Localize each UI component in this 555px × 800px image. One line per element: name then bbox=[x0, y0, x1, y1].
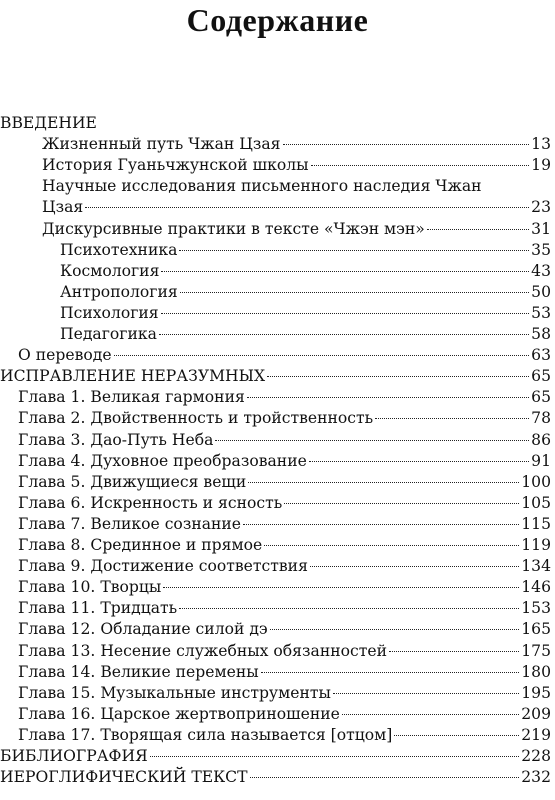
toc-entry-title: ИЕРОГЛИФИЧЕСКИЙ ТЕКСТ bbox=[0, 768, 248, 787]
toc-entry[interactable] bbox=[0, 745, 551, 767]
toc-leader-dots bbox=[375, 418, 529, 419]
toc-entry[interactable] bbox=[0, 112, 551, 134]
toc-entry-title: Научные исследования письменного наследия Чжан bbox=[42, 177, 482, 196]
toc-entry[interactable] bbox=[0, 386, 551, 408]
toc-entry[interactable] bbox=[0, 154, 551, 176]
toc-page-number: 65 bbox=[531, 388, 551, 407]
toc-leader-dots bbox=[243, 524, 519, 525]
toc-leader-dots bbox=[114, 355, 530, 356]
toc-entry-title: Педагогика bbox=[60, 325, 157, 343]
toc-page-number: 119 bbox=[521, 536, 551, 554]
toc-leader-dots bbox=[163, 587, 519, 588]
toc-leader-dots bbox=[250, 777, 520, 778]
toc-entry[interactable] bbox=[0, 661, 551, 683]
toc-entry[interactable] bbox=[0, 218, 551, 240]
toc-entry-title: Психология bbox=[60, 303, 159, 322]
toc-page-number: 180 bbox=[521, 662, 551, 681]
toc-entry-title: Антропология bbox=[60, 282, 178, 301]
toc-leader-dots bbox=[179, 250, 529, 251]
toc-page-number: 58 bbox=[531, 325, 551, 343]
toc-leader-dots bbox=[159, 334, 529, 335]
toc-page-number: 78 bbox=[531, 409, 551, 428]
toc-entry[interactable] bbox=[0, 555, 551, 577]
toc-entry-title: Глава 5. Движущиеся вещи bbox=[18, 472, 247, 491]
toc-leader-dots bbox=[427, 229, 529, 230]
toc-page-number: 134 bbox=[521, 557, 551, 576]
toc-entry-title: Глава 16. Царское жертвоприношение bbox=[18, 704, 340, 723]
toc-entry[interactable] bbox=[0, 429, 551, 451]
toc-entry-title: Жизненный путь Чжан Цзая bbox=[42, 135, 281, 154]
toc-leader-dots bbox=[180, 292, 529, 293]
toc-entry-title: Психотехника bbox=[60, 240, 178, 259]
toc-entry-title: Глава 2. Двойственность и тройственность bbox=[18, 409, 374, 428]
toc-entry[interactable] bbox=[0, 365, 551, 387]
toc-entry[interactable] bbox=[0, 492, 551, 514]
toc-entry[interactable] bbox=[0, 281, 551, 303]
toc-leader-dots bbox=[247, 397, 529, 398]
toc-entry-title: Глава 8. Срединное и прямое bbox=[18, 536, 263, 554]
toc-leader-dots bbox=[310, 566, 519, 567]
toc-page-number: 53 bbox=[531, 303, 551, 322]
toc-page-number: 153 bbox=[521, 599, 551, 618]
toc-entry-title: Глава 3. Дао-Путь Неба bbox=[18, 430, 214, 449]
toc-entry-title: Глава 17. Творящая сила называется [отцом] bbox=[18, 725, 393, 744]
toc-leader-dots bbox=[215, 440, 529, 441]
toc-entry-title: Цзая bbox=[42, 198, 84, 217]
toc-leader-dots bbox=[284, 503, 519, 504]
toc-entry-title: Глава 13. Несение служебных обязанностей bbox=[18, 641, 387, 660]
toc-leader-dots bbox=[161, 313, 530, 314]
toc-entry[interactable] bbox=[0, 239, 551, 261]
toc-leader-dots bbox=[309, 461, 529, 462]
toc-leader-dots bbox=[179, 608, 519, 609]
toc-leader-dots bbox=[267, 376, 529, 377]
toc-entry-title: Глава 15. Музыкальные инструменты bbox=[18, 683, 331, 702]
toc-entry[interactable] bbox=[0, 766, 551, 788]
toc-page-number: 65 bbox=[531, 367, 551, 386]
toc-entry[interactable] bbox=[0, 618, 551, 640]
toc-entry-title: Глава 4. Духовное преобразование bbox=[18, 451, 307, 470]
toc-entry[interactable] bbox=[0, 196, 551, 218]
toc-entry-title: БИБЛИОГРАФИЯ bbox=[0, 747, 148, 765]
toc-leader-dots bbox=[270, 629, 520, 630]
toc-entry[interactable] bbox=[0, 133, 551, 155]
toc-leader-dots bbox=[394, 735, 519, 736]
toc-page-number: 219 bbox=[521, 725, 551, 744]
toc-entry[interactable] bbox=[0, 576, 551, 598]
toc-page-number: 31 bbox=[531, 219, 551, 238]
toc-page-number: 86 bbox=[531, 430, 551, 449]
toc-entry[interactable] bbox=[0, 407, 551, 429]
toc-leader-dots bbox=[248, 482, 519, 483]
toc-entry[interactable] bbox=[0, 597, 551, 619]
toc-page-number: 115 bbox=[521, 514, 551, 533]
toc-leader-dots bbox=[283, 144, 530, 145]
toc-leader-dots bbox=[389, 651, 519, 652]
toc-leader-dots bbox=[311, 165, 530, 166]
toc-leader-dots bbox=[342, 714, 519, 715]
toc-page-number: 19 bbox=[531, 156, 551, 175]
toc-page-number: 23 bbox=[531, 198, 551, 217]
toc-entry[interactable] bbox=[0, 534, 551, 556]
toc-entry[interactable] bbox=[0, 302, 551, 324]
toc-page-number: 63 bbox=[531, 346, 551, 365]
toc-leader-dots bbox=[161, 271, 529, 272]
toc-entry-title: Глава 10. Творцы bbox=[18, 578, 162, 597]
toc-page-number: 232 bbox=[521, 768, 551, 787]
toc-entry-title: Глава 6. Искренность и ясность bbox=[18, 493, 283, 512]
page-title: Содержание bbox=[186, 2, 369, 38]
toc-page-number: 228 bbox=[521, 747, 551, 765]
toc-entry[interactable] bbox=[0, 323, 551, 345]
toc-page-number: 35 bbox=[531, 240, 551, 259]
toc-entry-title: Глава 14. Великие перемены bbox=[18, 662, 259, 681]
toc-entry[interactable] bbox=[0, 640, 551, 662]
toc-page-number: 13 bbox=[531, 135, 551, 154]
toc-entry-title: Дискурсивные практики в тексте «Чжэн мэн» bbox=[42, 219, 425, 238]
toc-page-number: 195 bbox=[521, 683, 551, 702]
toc-page-number: 43 bbox=[531, 261, 551, 280]
toc-entry[interactable] bbox=[0, 703, 551, 725]
toc-entry-title: Глава 12. Обладание силой дэ bbox=[18, 620, 268, 639]
toc-page-number: 165 bbox=[521, 620, 551, 639]
toc-entry-title: ВВЕДЕНИЕ bbox=[0, 114, 97, 132]
toc-entry-title: Глава 7. Великое сознание bbox=[18, 514, 242, 533]
toc-entry-title: Глава 1. Великая гармония bbox=[18, 388, 245, 407]
toc-entry[interactable] bbox=[0, 513, 551, 535]
toc-leader-dots bbox=[261, 672, 520, 673]
toc-leader-dots bbox=[264, 545, 519, 546]
toc-entry-title: ИСПРАВЛЕНИЕ НЕРАЗУМНЫХ bbox=[0, 367, 266, 386]
toc-entry[interactable] bbox=[0, 344, 551, 366]
toc-page-number: 91 bbox=[531, 451, 551, 470]
toc-entry[interactable] bbox=[0, 175, 551, 197]
toc-entry[interactable] bbox=[0, 450, 551, 472]
toc-page-number: 105 bbox=[521, 493, 551, 512]
toc-leader-dots bbox=[333, 693, 519, 694]
toc-entry-title: Глава 11. Тридцать bbox=[18, 599, 178, 618]
toc-leader-dots bbox=[85, 207, 529, 208]
toc-page-number: 50 bbox=[531, 282, 551, 301]
toc-entry[interactable] bbox=[0, 260, 551, 282]
toc-entry[interactable] bbox=[0, 724, 551, 746]
toc-entry-title: О переводе bbox=[18, 346, 112, 365]
toc-entry-title: Глава 9. Достижение соответствия bbox=[18, 557, 308, 576]
toc-entry-title: История Гуаньчжунской школы bbox=[42, 156, 309, 175]
toc-page-number: 146 bbox=[521, 578, 551, 597]
toc-page-number: 175 bbox=[521, 641, 551, 660]
toc-entry-title: Космология bbox=[60, 261, 160, 280]
toc-leader-dots bbox=[150, 756, 520, 757]
toc-entry[interactable] bbox=[0, 682, 551, 704]
toc-entry[interactable] bbox=[0, 471, 551, 493]
toc-page-number: 209 bbox=[521, 704, 551, 723]
toc-page-number: 100 bbox=[521, 472, 551, 491]
